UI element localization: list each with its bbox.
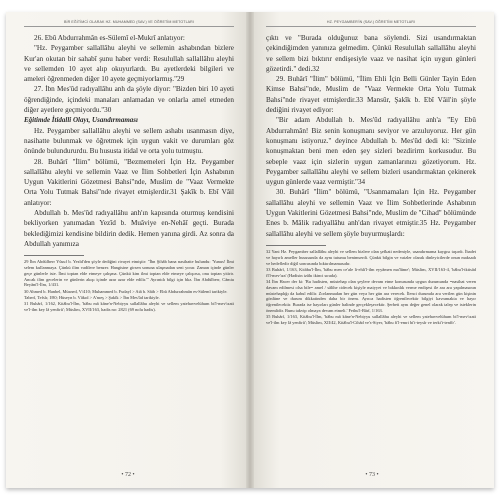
left-page <box>6 12 250 488</box>
right-page-number: • 73 • <box>365 472 379 478</box>
footnote: 35 Buhârî, 1/163, Kitâbu'l-İlm, 'bâbu mâ kâne'n-Nebiyyu sallallâhu aleyhi ve sellem yatehavvelühum bi'l-mev'ızati ve'l-ilm key lâ yenfirû'; Müslim, XII/42, Kitâbu'l-Cihâd ve's-Siyer, 'bâbu fi'l-emri bi't-teysîr ve terki't-tenfîr'. <box>266 314 476 325</box>
right-footnotes <box>266 249 476 326</box>
footnote: 32 Yani Hz. Peygamber sallallâhu aleyhi ve sellem bizlere olan şefkati nedeniyle, usandırmama kaygısı taşırdı. İbadet ve hayırlı ameller hususunda da aynı tutumu benimserdi. Çünkü bilgin ve vaizler olarak dinleyicilerde onun maksadı ve hedefledir diğil sonrasında bıktırılmamasıdır. <box>266 248 476 266</box>
footnote-separator <box>24 255 84 256</box>
left-running-head: BİR EĞİTİMCİ OLARAK HZ. MUHAMMED (SAV.) VE ÖĞRETİM METOTLARI <box>24 20 234 27</box>
footnote: Taberî, Tefsîr, I/80; Hüseyn b. Vâkıd > A'meş > Şakîk > İbn Mes'ûd tarikiyle. <box>24 295 160 301</box>
footnote: 31 Buhârî, 1/162, Kitâbu'l-İlm, 'bâbu mâ kâne'n-Nebiyyu sallallâhu aleyhi ve sellem yatehavvelühum bi'l-mev'ızati ve'l-ilm key lâ yenfirû'; Müslim, XVII/163, hadis no: 2821 (69 nolu hadis). <box>24 301 234 313</box>
left-footnotes <box>24 259 234 313</box>
paragraph: 26. Ebû Abdurrahmân es-Sülemî el-Mukrî anlatıyor: <box>34 34 185 42</box>
open-book <box>6 12 494 488</box>
paragraph: Hz. Peygamber sallallâhu aleyhi ve sellem ashabı usanmasın diye, nasihatte bulunmak ve öğretmek için uygun vakit ve durumları göz önünde bulundururdu. Bu hususta itidal ve orta yolu tutmuştu. <box>24 126 234 156</box>
paragraph: Abdullah b. Mes'ûd radıyallâhu anh'ın kapısında oturmuş kendisini bekliyorken yanımadan Yezîd b. Muâviye en-Nehâî geçti. Burada beklediğimizi kendisine bildirin dedik. Hemen yanına girdi. Az sonra da Abdullah yanımıza <box>24 209 234 248</box>
paragraph: "Hz. Peygamber sallallâhu aleyhi ve sellemin ashabından bizlere Kur'an okutan bir sahabî şunu haber verdi: Resulullah sallallâhu aleyhi ve sellemden 10 ayet alıp okuyurlardı. Bu ayetlerdeki bilgileri ve ameleri öğrenmeden diğer 10 ayete geçmiyorlarmış."29 <box>24 44 234 84</box>
right-page <box>250 12 494 488</box>
paragraph: 27. İbn Mes'ûd radıyallâhu anh da şöyle diyor: "Bizden biri 10 ayeti öğrendiğinde, içindeki manaları anlamadan ve onlarla amel etmeden diğer ayetlere geçmiyordu."30 <box>24 85 234 115</box>
footnote: 29 İbn Abdülberr Yûsuf b. Yezîd'den şöyle dediğini rivayet etmiştir: "İbn Şihâb bana nasihatte bulundu: 'Yunus! İlmi selem kullanmaya. Çünkü ilim vadilere benzer. Hangisine girsen sonuna ulaşmadan seni yorar. Zaman içinde günler geçe günlerle iste. İlmi toptan elde etmeye çalışma. Çünkü kim ilmi toptan elde etmeye çalışırsa, onu toptan yitirir. Ancak ilim gecelerin ve günlerin akışı içinde azar azar elde edilir.'" Ayrıntılı bilgi için bkz. İbn Abdülberr, Câmiu Beyâni'l-İlm, 1/431. <box>24 259 234 288</box>
right-running-head: HZ. PEYGAMBER'İN (SAV.) ÖĞRETİM METOTLARI <box>266 20 476 27</box>
paragraph: 30. Buhârî "İlim" bölümü, "Usanmamaları İçin Hz. Peygamber sallallâhu aleyhi ve sellemin Vaaz ve İlim Sohbetlerinde Ashabının Uygun Vakitlerini Gözetmesi Bahsi"nde, Muslim de "Cihad" bölümünde Enes b. Mâlik radıyallâhu anh'dan rivayet etmiştir.35 Hz. Peygamber sallallâhu aleyhi ve sellem şöyle buyurmuşlardı: <box>266 188 476 238</box>
left-body-text <box>24 33 234 249</box>
footnote: 30 Ahmed b. Hanbel, Müsned, V/410; Muhammed b. Fudayl > Atâ b. Sâib > Ebû Abdurrahmân es-Sülemî tarikiyle. <box>24 288 228 294</box>
book-gutter <box>246 12 254 488</box>
paragraph: 28. Buhârî "İlim" bölümü, "Bezmemeleri İçin Hz. Peygamber sallallâhu aleyhi ve sellemin Vaaz ve İlim Sohbetleri İçin Ashabının Uygun Vakitlerini Gözetmesi Bahsi"nde, Muslim de "Vaaz Vermekte Orta Yolu Tutmak Bahsi"nde rivayet etmişlerdir.31 Şakîk b. Ebî Vâil anlatıyor: <box>24 157 234 207</box>
paragraph: "Bir adam Abdullah b. Mes'ûd radıyallâhu anh'a "Ey Ebû Abdurrahmân! Biz senin konuşmanı seviyor ve arzuluyoruz. Her gün konuşmanı istiyoruz." deyince Abdullah b. Mes'ûd dedi ki: "Sizinle konuşmaktan beni men eden şey sizleri bezdirirm korkusudur. Bu sebeple vaaz için sizlerin uygun zamanlarınızı gözetiyorum. Hz. Peygamber sallallâhu aleyhi ve sellem bizleri usandırmaktan çekinerek uygun günlerde vaaz vermiştir."34 <box>266 116 476 187</box>
footnote-separator <box>266 245 326 246</box>
left-page-number: • 72 • <box>121 472 135 478</box>
right-body-text <box>266 33 476 239</box>
paragraph: 29. Buhârî "İlim" bölümü, "İlim Ehli İçin Belli Günler Tayin Eden Kimse Bahsi"nde, Muslim de "Vaaz Vermekte Orta Yolu Tutmak Bahsi"nde rivayet etmişlerdir.33 Mansûr, Şakîk b. Ebî Vâil'in şöyle dediğini rivayet ediyor: <box>266 75 476 115</box>
footnote: 34 İbn Hacer der ki: 'Bu hadisten, müstehap olan şeylere devam etme konusunda uygun durumunda =nasihat veren davam edilmesi olsa bile= amel / sâlihe cidecek kişiyle maiyyet ve bıkkınlık verme endişesi ile ara ara yapılmasının müstehaplığı da kabul edilir. Zorlanmadan her gün veya her gün ara verecek. İlenci durumda ara verilen gün kişinin gönlüne ve durum dikkatinden daha bir önem. Ayrıca hadisten öğrenilecektir bilgiyi kavramakta ve hayır öğrenilecektir. Burada ise hayırları günler halinde gerçekleşecektir. Şerbeti aynı değer genel olarak talep ve isteklerin önemlidir. Bunu takvip olmaya devam etmeli.' Fethu'l-Bârî, 1/163. <box>266 278 476 313</box>
paragraph: çıktı ve "Burada olduğunuz bana söylendi. Sizi usandırmaktan çekindiğimden yanınıza gelmedim. Çünkü Resulullah sallallâhu aleyhi ve sellem bizi bıktırır endişesiyle vaaz ve nasihat için uygun günleri gözetirdi." dedi.32 <box>266 34 476 73</box>
footnote: 33 Buhârî, 1/163, Kitâbu'l-İlm, 'bâbu men ce'ale li-ehli'l-ilm eyyâmen ma'lûme'; Müslim, XVII/163-4, 'bâbu'l-iktisâd fî'l-mev'ıza' (Hadisin izâhı ikinci sırada). <box>266 266 476 278</box>
section-title: Eğitimde İtidalli Olayı, Usandırmaması <box>24 116 138 125</box>
